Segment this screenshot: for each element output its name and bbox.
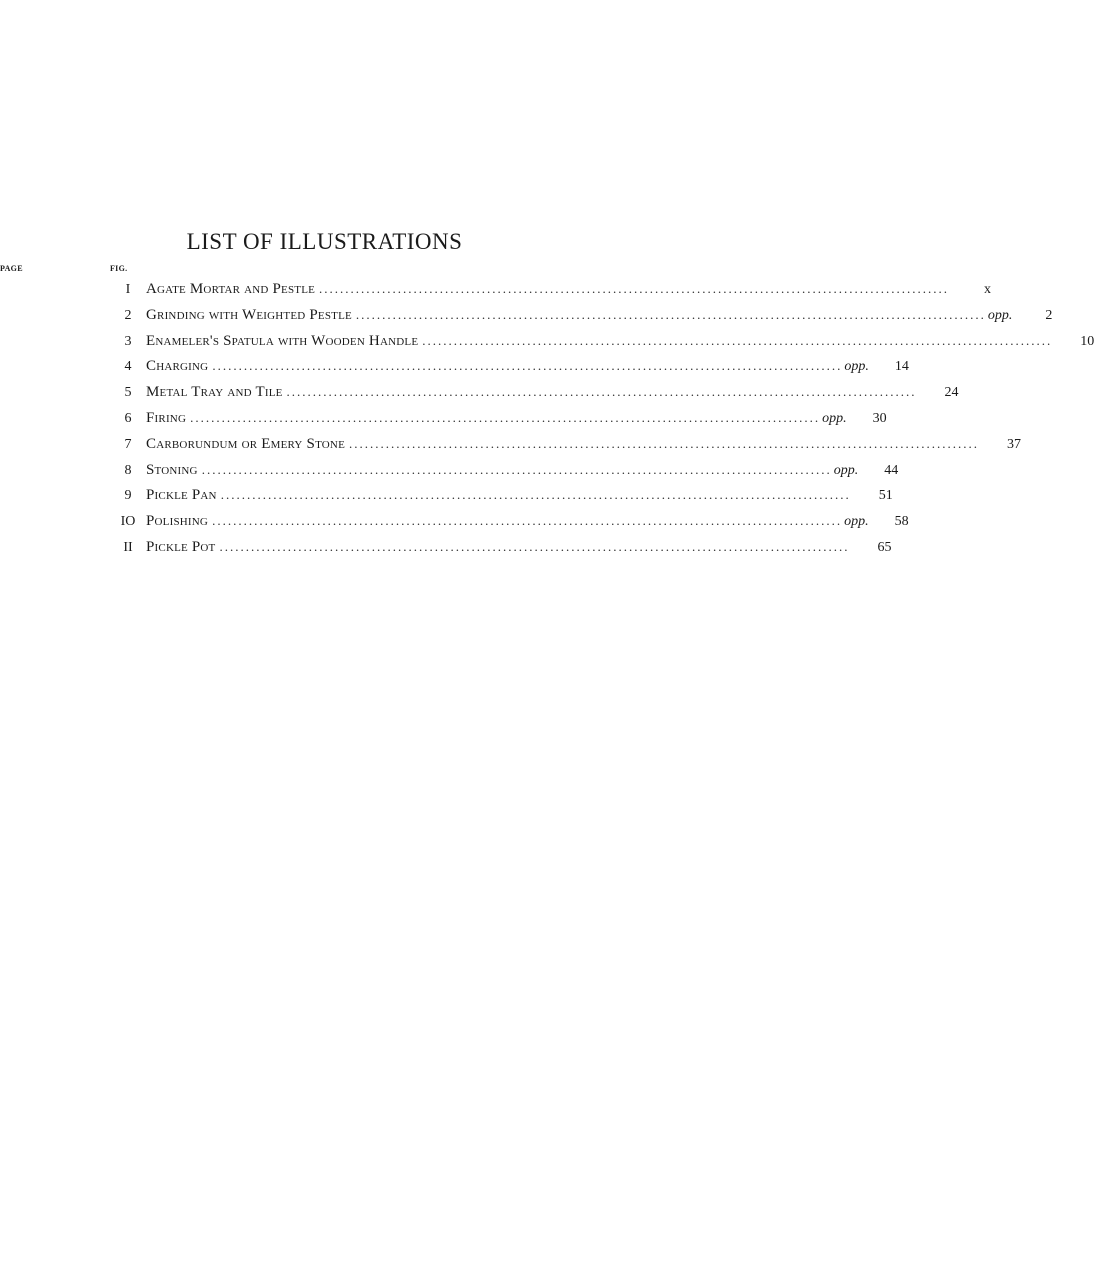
- figure-number: 3: [124, 333, 132, 349]
- list-item: [110, 358, 909, 384]
- figure-number: 6: [124, 410, 132, 426]
- dot-leader: ........................................................................................................................: [422, 332, 1053, 348]
- dot-leader: ........................................................................................................................: [220, 487, 851, 503]
- page-number: 51: [878, 488, 893, 504]
- list-item: [110, 384, 959, 410]
- figure-number: I: [125, 282, 131, 297]
- list-item: [110, 332, 1094, 359]
- illustrations-list: [110, 281, 1094, 565]
- page-number: 37: [1007, 436, 1021, 452]
- figure-number: 7: [124, 436, 132, 452]
- illustration-title: Pickle Pan: [146, 487, 217, 504]
- page-number: 24: [944, 385, 959, 401]
- page-number: 65: [877, 539, 892, 555]
- page-title: LIST OF ILLUSTRATIONS: [186, 229, 463, 254]
- dot-leader: ........................................................................................................................: [212, 358, 843, 374]
- list-item: [110, 461, 899, 488]
- page-number: 44: [884, 462, 899, 478]
- opposite-marker: opp.: [987, 307, 1013, 323]
- list-item: [110, 306, 1053, 333]
- dot-leader: ........................................................................................................................: [286, 384, 917, 400]
- fig-column-header: FIG.: [110, 264, 128, 273]
- page-number: 2: [1045, 307, 1053, 323]
- page-number: 58: [894, 514, 909, 530]
- dot-leader: ........................................................................................................................: [219, 538, 850, 554]
- opposite-marker: opp.: [822, 410, 847, 426]
- page-number: 10: [1080, 333, 1094, 349]
- opposite-marker: opp.: [844, 514, 869, 530]
- page-number: x: [984, 282, 992, 297]
- list-item: [110, 409, 887, 436]
- dot-leader: ........................................................................................................................: [212, 513, 843, 529]
- dot-leader: ........................................................................................................................: [319, 281, 950, 296]
- opposite-marker: opp.: [833, 462, 859, 478]
- illustration-title: Enameler's Spatula with Wooden Handle: [146, 332, 419, 349]
- dot-leader: ........................................................................................................................: [355, 306, 986, 322]
- opposite-marker: opp.: [844, 359, 869, 375]
- list-item: [110, 487, 893, 513]
- illustration-title: Charging: [146, 358, 209, 375]
- page-number: 14: [894, 359, 909, 375]
- dot-leader: ........................................................................................................................: [349, 435, 979, 451]
- figure-number: 4: [124, 359, 132, 375]
- illustration-title: Pickle Pot: [146, 538, 216, 555]
- list-item: [110, 513, 909, 539]
- page-number: 30: [872, 410, 887, 426]
- dot-leader: ........................................................................................................................: [190, 409, 821, 425]
- list-item: [110, 538, 892, 565]
- figure-number: IO: [120, 514, 136, 530]
- figure-number: 9: [124, 488, 132, 504]
- illustration-title: Carborundum or Emery Stone: [146, 435, 345, 452]
- illustration-title: Firing: [146, 409, 187, 426]
- illustration-title: Metal Tray and Tile: [146, 384, 283, 401]
- dot-leader: ........................................................................................................................: [201, 461, 832, 477]
- list-item: [110, 435, 1021, 462]
- list-item: [110, 281, 992, 307]
- page-column-header: PAGE: [0, 264, 23, 273]
- illustration-title: Stoning: [146, 461, 198, 478]
- figure-number: 2: [124, 307, 132, 323]
- illustration-title: Grinding with Weighted Pestle: [146, 306, 352, 323]
- figure-number: 5: [124, 385, 132, 401]
- illustration-title: Polishing: [146, 513, 209, 530]
- illustration-title: Agate Mortar and Pestle: [146, 281, 316, 297]
- figure-number: II: [123, 539, 133, 555]
- figure-number: 8: [124, 462, 132, 478]
